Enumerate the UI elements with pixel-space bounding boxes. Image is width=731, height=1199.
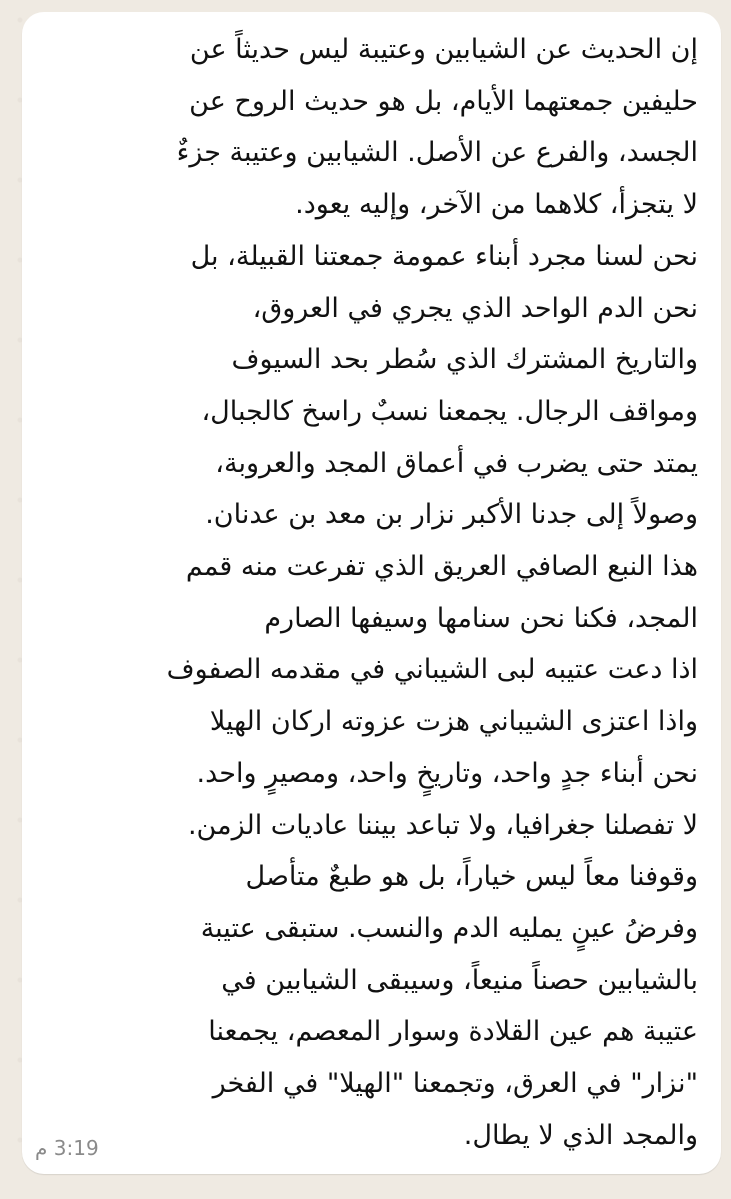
message-line: إن الحديث عن الشيابين وعتيبة ليس حديثاً عن — [189, 34, 698, 65]
message-line: واذا اعتزى الشيباني هزت عزوته اركان الهيلا — [209, 706, 698, 738]
message-line: لا تفصلنا جغرافيا، ولا تباعد بيننا عاديات الزمن. — [187, 809, 698, 841]
message-line: المجد، فكنا نحن سنامها وسيفها الصارم — [264, 602, 698, 634]
message-line: حليفين جمعتهما الأيام، بل هو حديث الروح عن — [189, 85, 698, 117]
message-line: وصولاً إلى جدنا الأكبر نزار بن معد بن عدنان. — [205, 499, 698, 531]
message-line: نحن لسنا مجرد أبناء عمومة جمعتنا القبيلة، بل — [190, 240, 698, 272]
message-line: اذا دعت عتيبه لبى الشيباني في مقدمه الصفوف — [166, 654, 698, 686]
message-line: نحن أبناء جدٍ واحد، وتاريخٍ واحد، ومصيرٍ واحد. — [196, 757, 698, 789]
message-line: يمتد حتى يضرب في أعماق المجد والعروبة، — [215, 447, 698, 479]
message-line: هذا النبع الصافي العريق الذي تفرعت منه قمم — [185, 551, 698, 583]
message-line: بالشيابين حصناً منيعاً، وسيبقى الشيابين في — [221, 964, 698, 996]
message-line: نحن الدم الواحد الذي يجري في العروق، — [252, 292, 698, 324]
message-text — [43, 24, 698, 1161]
message-line: وقوفنا معاً ليس خياراً، بل هو طبعٌ متأصل — [245, 861, 698, 893]
message-line: وفرضُ عينٍ يمليه الدم والنسب. ستبقى عتيبة — [200, 912, 698, 944]
message-bubble[interactable] — [22, 12, 721, 1174]
message-line: لا يتجزأ، كلاهما من الآخر، وإليه يعود. — [295, 189, 698, 221]
message-line: والمجد الذي لا يطال. — [463, 1119, 698, 1151]
message-line: الجسد، والفرع عن الأصل. الشيابين وعتيبة جزءٌ — [176, 137, 698, 169]
message-line: "نزار" في العرق، وتجمعنا "الهيلا" في الفخر — [212, 1068, 698, 1100]
message-line: والتاريخ المشترك الذي سُطر بحد السيوف — [231, 344, 698, 376]
message-line: ومواقف الرجال. يجمعنا نسبٌ راسخ كالجبال، — [201, 395, 698, 427]
message-timestamp: 3:19 م — [35, 1136, 99, 1160]
message-line: عتيبة هم عين القلادة وسوار المعصم، يجمعنا — [208, 1016, 698, 1048]
